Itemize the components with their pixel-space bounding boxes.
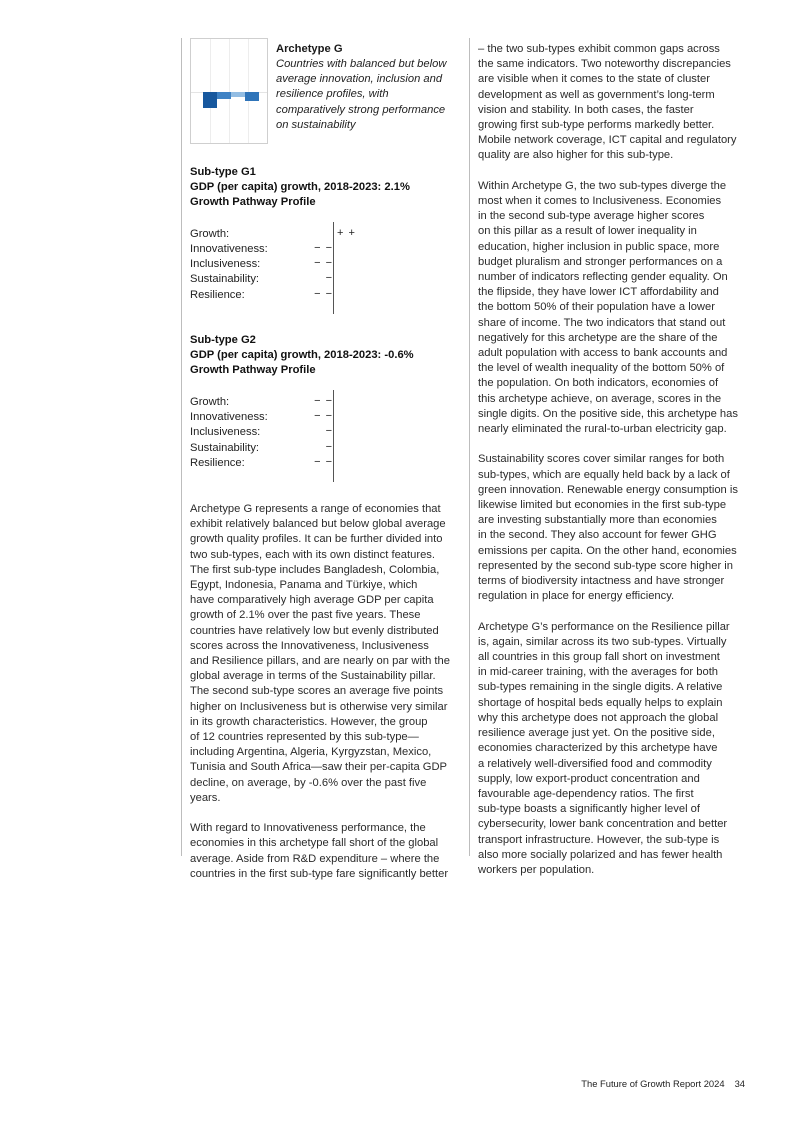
left-column-body xyxy=(190,502,465,897)
profile-label: Sustainability: xyxy=(190,273,260,285)
archetype-description-line: Countries with balanced but below xyxy=(276,58,447,70)
profile-negative-marks: − − xyxy=(314,288,333,300)
profile-negative-marks: − − xyxy=(314,395,333,407)
text-line: development as well as government’s long-term xyxy=(478,88,715,101)
text-line: favourable age-dependency ratios. The first xyxy=(478,787,694,800)
text-line: green innovation. Renewable energy consumption is xyxy=(478,483,738,496)
text-line: all countries in this group fall short on investment xyxy=(478,651,720,664)
text-line: the same indicators. Two noteworthy discrepancies xyxy=(478,58,731,71)
text-line: of 12 countries represented by this sub-type— xyxy=(190,731,419,744)
text-line: vision and stability. In both cases, the faster xyxy=(478,103,694,116)
text-line: terms of biodiversity intactness and have stronger xyxy=(478,575,725,588)
profile-negative-marks: − xyxy=(325,272,333,284)
text-line: number of indicators reflecting gender equality. On xyxy=(478,271,728,284)
text-line: economies characterized by this archetype have xyxy=(478,742,718,755)
text-line: growth of 2.1% over the past five years. These xyxy=(190,609,421,622)
text-line: why this archetype does not approach the global xyxy=(478,711,719,724)
subtype-g1-profile-row xyxy=(190,288,335,303)
archetype-description-line: on sustainability xyxy=(276,118,356,131)
text-line: average. Aside from R&D expenditure – where the xyxy=(190,852,440,865)
left-margin-rule xyxy=(181,38,182,856)
subtype-g1-profile-row xyxy=(190,242,335,257)
thumbnail-bar-resilience xyxy=(245,92,259,101)
text-line: growth quality profiles. It can be further divided into xyxy=(190,533,443,546)
text-line: Sustainability scores cover similar ranges for both xyxy=(478,453,725,466)
text-line: the bottom 50% of their population have a lower xyxy=(478,301,715,314)
profile-label: Inclusiveness: xyxy=(190,258,261,270)
profile-label: Resilience: xyxy=(190,457,245,469)
text-line: are investing substantially more than economies xyxy=(478,514,717,527)
text-line: The first sub-type includes Bangladesh, Colombia, xyxy=(190,563,440,576)
subtype-g2-profile-row xyxy=(190,456,335,471)
text-line: The second sub-type scores an average five points xyxy=(190,685,444,698)
text-line: shortage of hospital beds equally helps to explain xyxy=(478,696,723,709)
subtype-g2-gdp-line: GDP (per capita) growth, 2018-2023: -0.6% xyxy=(190,349,414,361)
profile-label: Innovativeness: xyxy=(190,243,268,255)
text-line: a relatively well-diversified food and commodity xyxy=(478,757,712,770)
thumbnail-bar-inclusiveness xyxy=(231,92,245,97)
text-line: likewise limited but economies in the first sub-type xyxy=(478,499,727,512)
text-line: workers per population. xyxy=(478,863,595,876)
text-line: sub-types, which are equally held back by a lack of xyxy=(478,468,730,481)
subtype-g2-profile-row xyxy=(190,425,335,440)
text-line: on this pillar as a result of lower inequality in xyxy=(478,225,697,238)
text-line: higher on Inclusiveness but is otherwise very similar xyxy=(190,700,448,713)
body-paragraph xyxy=(478,179,753,437)
text-line: scores across the Innovativeness, Inclusiveness xyxy=(190,639,429,652)
text-line: Within Archetype G, the two sub-types diverge the xyxy=(478,179,727,192)
subtype-g1-profile-row xyxy=(190,257,335,272)
text-line: Tunisia and South Africa—saw their per-capita GDP xyxy=(190,761,448,774)
column-divider-rule xyxy=(469,38,470,856)
text-line: the flipside, they have lower ICT affordability and xyxy=(478,286,719,299)
text-line: growing first sub-type performs markedly better. xyxy=(478,119,715,132)
subtype-g2-profile-row xyxy=(190,410,335,425)
text-line: have comparatively high average GDP per capita xyxy=(190,594,434,607)
thumbnail-bar-innovativeness xyxy=(217,92,231,99)
text-line: Archetype G represents a range of economies that xyxy=(190,503,441,515)
subtype-g1-profile-title: Growth Pathway Profile xyxy=(190,196,316,208)
text-line: cybersecurity, lower bank concentration and better xyxy=(478,818,728,831)
archetype-description-line: comparatively strong performance xyxy=(276,103,446,116)
profile-label: Inclusiveness: xyxy=(190,426,261,438)
text-line: countries in the first sub-type fare significantly better xyxy=(190,867,449,880)
archetype-title: Archetype G xyxy=(276,43,343,55)
profile-negative-marks: − − xyxy=(314,456,333,468)
profile-negative-marks: − − xyxy=(314,410,333,422)
profile-negative-marks: − − xyxy=(314,242,333,254)
text-line: transport infrastructure. However, the sub-type is xyxy=(478,833,720,846)
subtype-g2-profile-row xyxy=(190,441,335,456)
profile-negative-marks: − xyxy=(325,425,333,437)
text-line: and Resilience pillars, and are nearly on par with the xyxy=(190,655,450,668)
text-line: the population. On both indicators, economies of xyxy=(478,377,719,390)
text-line: regulation in place for energy efficiency. xyxy=(478,590,675,603)
text-line: adult population with access to bank accounts and xyxy=(478,347,728,360)
body-paragraph xyxy=(190,502,465,806)
archetype-description xyxy=(276,57,462,133)
text-line: – the two sub-types exhibit common gaps across xyxy=(478,43,720,55)
text-line: is, again, similar across its two sub-types. Virtually xyxy=(478,635,727,648)
text-line: in mid-career training, with the averages for both xyxy=(478,666,719,679)
profile-label: Growth: xyxy=(190,396,230,408)
text-line: nearly eliminated the rural-to-urban electricity gap. xyxy=(478,423,727,436)
report-title: The Future of Growth Report 2024 xyxy=(581,1078,725,1089)
text-line: emissions per capita. On the other hand, economies xyxy=(478,544,737,557)
subtype-g2-profile-title: Growth Pathway Profile xyxy=(190,364,316,376)
text-line: in the second. They also account for fewer GHG xyxy=(478,529,717,542)
subtype-g2-heading: Sub-type G2 xyxy=(190,334,256,346)
subtype-g1-profile-row xyxy=(190,272,335,287)
right-column-body xyxy=(478,42,753,893)
text-line: supply, low export-product concentration and xyxy=(478,772,700,785)
subtype-g1-gdp-line: GDP (per capita) growth, 2018-2023: 2.1% xyxy=(190,181,410,193)
text-line: represented by the second sub-type score higher in xyxy=(478,559,733,572)
text-line: countries have relatively low but evenly distributed xyxy=(190,624,439,637)
profile-label: Resilience: xyxy=(190,289,245,301)
text-line: negatively for this archetype are the share of the xyxy=(478,331,718,344)
text-line: education, higher inclusion in public space, more xyxy=(478,240,720,253)
page-footer xyxy=(581,1078,745,1089)
archetype-profile-thumbnail xyxy=(190,38,268,144)
body-paragraph xyxy=(478,620,753,878)
profile-label: Sustainability: xyxy=(190,442,260,454)
text-line: the level of wealth inequality of the bottom 50% of xyxy=(478,362,725,375)
text-line: years. xyxy=(190,791,221,804)
text-line: in the second sub-type average higher scores xyxy=(478,210,705,223)
text-line: Archetype G’s performance on the Resilience pillar xyxy=(478,620,730,633)
text-line: in its growth characteristics. However, the group xyxy=(190,715,428,728)
text-line: With regard to Innovativeness performance, the xyxy=(190,822,426,835)
subtype-g1-profile-row xyxy=(190,227,335,242)
archetype-description-line: resilience profiles, with xyxy=(276,88,389,101)
text-line: sub-types remaining in the single digits. A relative xyxy=(478,681,723,694)
text-line: Mobile network coverage, ICT capital and regulatory xyxy=(478,134,737,147)
subtype-g1-heading: Sub-type G1 xyxy=(190,166,256,178)
subtype-g1-growth-positive: + + xyxy=(337,227,356,239)
text-line: quality are also higher for this sub-type. xyxy=(478,149,674,162)
text-line: Egypt, Indonesia, Panama and Türkiye, which xyxy=(190,579,418,592)
profile-negative-marks: − − xyxy=(314,257,333,269)
body-paragraph xyxy=(478,42,753,164)
text-line: this archetype achieve, on average, scores in the xyxy=(478,392,722,405)
body-paragraph xyxy=(478,452,753,604)
text-line: decline, on average, by -0.6% over the past five xyxy=(190,776,427,789)
text-line: including Argentina, Algeria, Kyrgyzstan, Mexico, xyxy=(190,746,432,759)
thumbnail-bar-growth xyxy=(203,92,217,108)
profile-negative-marks: − xyxy=(325,441,333,453)
archetype-description-line: average innovation, inclusion and xyxy=(276,73,443,86)
text-line: economies in this archetype fall short of the global xyxy=(190,837,439,850)
text-line: resilience average just yet. On the positive side, xyxy=(478,727,715,740)
body-paragraph xyxy=(190,821,465,882)
text-line: exhibit relatively balanced but below global average xyxy=(190,518,446,531)
text-line: two sub-types, each with its own distinct features. xyxy=(190,548,435,561)
page-number: 34 xyxy=(734,1078,745,1089)
profile-label: Innovativeness: xyxy=(190,411,268,423)
text-line: also more socially polarized and has fewer health xyxy=(478,848,723,861)
text-line: single digits. On the positive side, this archetype has xyxy=(478,407,738,420)
text-line: global average in terms of the Sustainability pillar. xyxy=(190,670,436,683)
text-line: budget pluralism and stronger performances on a xyxy=(478,255,723,268)
subtype-g2-profile-row xyxy=(190,395,335,410)
text-line: share of income. The two indicators that stand out xyxy=(478,316,726,329)
text-line: sub-type boasts a significantly higher level of xyxy=(478,803,701,816)
text-line: are visible when it comes to the state of cluster xyxy=(478,73,710,86)
profile-label: Growth: xyxy=(190,228,230,240)
text-line: most when it comes to Inclusiveness. Economies xyxy=(478,195,722,208)
